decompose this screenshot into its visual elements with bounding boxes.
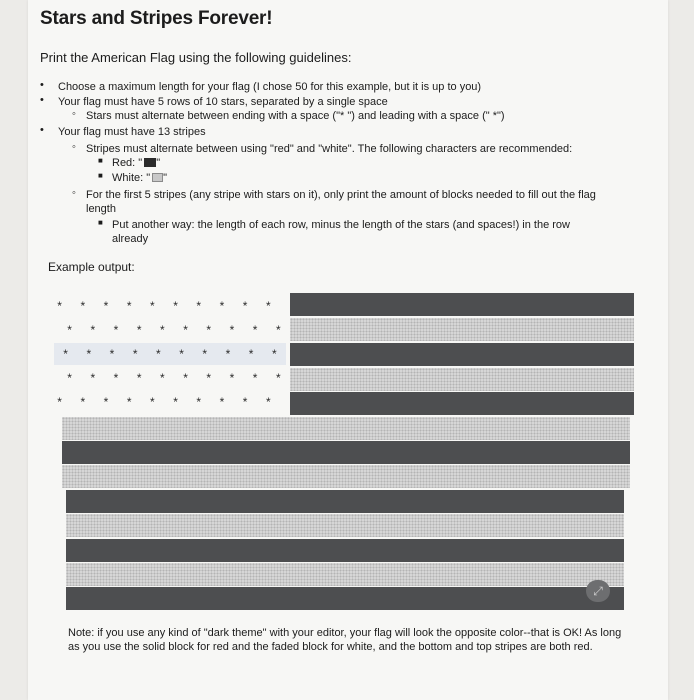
- star-glyph: *: [57, 299, 62, 313]
- guideline-star-alternate: Stars must alternate between ending with a space ("* ") and leading with a space (" *"): [86, 110, 505, 122]
- star-glyph: *: [160, 323, 165, 337]
- star-glyph: *: [265, 299, 271, 313]
- star-glyph: *: [242, 395, 248, 409]
- star-glyph: *: [67, 371, 72, 385]
- star-glyph: *: [86, 347, 92, 361]
- red-stripe: [290, 392, 634, 415]
- example-output-label: Example output:: [48, 260, 135, 274]
- star-glyph: *: [173, 395, 178, 409]
- star-glyph: *: [63, 347, 68, 361]
- intro-text: Print the American Flag using the following guidelines:: [40, 50, 352, 65]
- guideline-put-another-way-line1: Put another way: the length of each row, minus the length of the stars (and spaces!) in the row: [112, 219, 570, 231]
- guideline-stripes: Your flag must have 13 stripes: [58, 126, 206, 138]
- red-stripe: [66, 539, 624, 562]
- guideline-star-rows: Your flag must have 5 rows of 10 stars, separated by a single space: [58, 96, 388, 108]
- white-block-swatch: [152, 173, 163, 182]
- quote-close: ": [163, 172, 168, 184]
- red-char-line: [112, 156, 160, 170]
- bullet-square: ■: [98, 171, 103, 180]
- star-glyph: *: [113, 371, 119, 385]
- red-stripe: [290, 293, 634, 316]
- star-glyph: *: [252, 323, 258, 337]
- guideline-stripe-alternate: Stripes must alternate between using "red" and "white". The following characters are recommended:: [86, 143, 573, 155]
- star-glyph: *: [275, 323, 281, 337]
- white-stripe: [66, 563, 624, 586]
- red-stripe: [62, 441, 630, 464]
- star-glyph: *: [136, 371, 142, 385]
- star-glyph: *: [126, 395, 132, 409]
- star-glyph: *: [113, 323, 119, 337]
- star-glyph: *: [206, 371, 212, 385]
- star-glyph: *: [183, 323, 188, 337]
- star-glyph: *: [80, 299, 86, 313]
- white-stripe: [62, 465, 630, 488]
- star-glyph: *: [265, 395, 271, 409]
- star-glyph: *: [183, 371, 188, 385]
- star-row: [48, 295, 280, 317]
- bullet-dot: •: [40, 124, 44, 136]
- star-glyph: *: [225, 347, 231, 361]
- star-glyph: *: [103, 299, 109, 313]
- bullet-circle: ◦: [72, 141, 76, 153]
- white-char-line: [112, 171, 167, 185]
- star-row: [48, 391, 280, 413]
- dark-theme-note: Note: if you use any kind of "dark theme" with your editor, your flag will look the opposite color--that is OK! As long as you use the solid block for red and the faded block for white, and the bottom and top stripes are both red.: [68, 627, 622, 653]
- star-glyph: *: [252, 371, 258, 385]
- bullet-dot: •: [40, 94, 44, 106]
- star-glyph: *: [242, 299, 248, 313]
- star-glyph: *: [136, 323, 142, 337]
- star-glyph: *: [229, 323, 235, 337]
- bullet-circle: ◦: [72, 108, 76, 120]
- white-stripe: [66, 514, 624, 537]
- red-label: Red: ": [112, 157, 143, 169]
- star-glyph: *: [202, 347, 208, 361]
- star-glyph: *: [126, 299, 132, 313]
- bullet-circle: ◦: [72, 187, 76, 199]
- white-stripe: [62, 417, 630, 440]
- star-glyph: *: [90, 371, 96, 385]
- star-glyph: *: [57, 395, 62, 409]
- star-glyph: *: [173, 299, 178, 313]
- star-glyph: *: [275, 371, 281, 385]
- red-stripe: [290, 343, 634, 366]
- star-glyph: *: [103, 395, 109, 409]
- bullet-dot: •: [40, 79, 44, 91]
- guideline-first-stripes-line2: length: [86, 203, 116, 215]
- guideline-put-another-way-line2: already: [112, 233, 149, 245]
- star-glyph: *: [248, 347, 254, 361]
- bullet-square: ■: [98, 218, 103, 227]
- star-glyph: *: [150, 395, 155, 409]
- star-glyph: *: [206, 323, 212, 337]
- star-glyph: *: [219, 299, 225, 313]
- red-stripe: [66, 490, 624, 513]
- white-label: White: ": [112, 172, 151, 184]
- bullet-square: ■: [98, 156, 103, 165]
- red-block-swatch: [144, 158, 156, 167]
- star-glyph: *: [132, 347, 138, 361]
- star-glyph: *: [90, 323, 96, 337]
- star-glyph: *: [229, 371, 235, 385]
- star-glyph: *: [196, 299, 202, 313]
- star-glyph: *: [67, 323, 72, 337]
- white-stripe: [290, 318, 634, 341]
- quote-close: ": [156, 157, 161, 169]
- guideline-first-stripes-line1: For the first 5 stripes (any stripe with stars on it), only print the amount of blocks needed to fill out the flag: [86, 189, 596, 201]
- star-glyph: *: [271, 347, 277, 361]
- white-stripe: [290, 368, 634, 391]
- star-glyph: *: [80, 395, 86, 409]
- expand-arrows-icon[interactable]: ⤢: [586, 580, 610, 602]
- red-stripe: [66, 587, 624, 610]
- star-glyph: *: [179, 347, 184, 361]
- star-row: [54, 343, 286, 365]
- star-glyph: *: [156, 347, 161, 361]
- star-row: [58, 319, 290, 341]
- star-glyph: *: [196, 395, 202, 409]
- page-title: Stars and Stripes Forever!: [40, 8, 273, 29]
- star-glyph: *: [150, 299, 155, 313]
- star-glyph: *: [219, 395, 225, 409]
- star-glyph: *: [109, 347, 115, 361]
- star-glyph: *: [160, 371, 165, 385]
- guideline-max-length: Choose a maximum length for your flag (I chose 50 for this example, but it is up to you): [58, 81, 482, 93]
- star-row: [58, 367, 290, 389]
